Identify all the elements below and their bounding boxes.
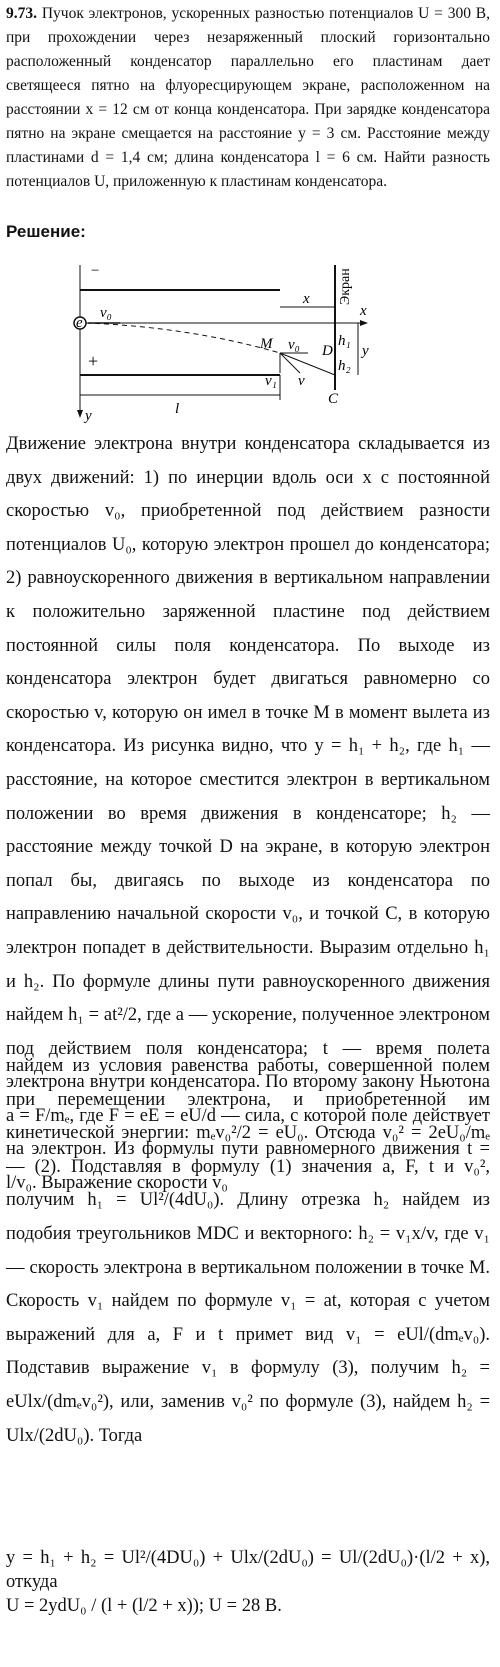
solution-paragraph-1: Движение электрона внутри конденсатора складывается из двух движений: 1) по инерции вдоль оси x с постоянной скоростью v₀, приобретенной под действием разности потенциалов U₀, которую электрон прошел до конденсатора; 2) равноускоренного движения в вертикальном направлении к положительно заряженной пластине под действием постоянной силы поля конденсатора. По выходе из конденсатора электрон будет двигаться равномерно со скоростью v, которую он имел в точке M в момент вылета из конденсатора. Из рисунка видно, что y = h₁ + h₂, где h₁ — расстояние, на которое сместится электрон в вертикальном положении во время движения в конденсаторе; h₂ — расстояние между точкой D на экране, в которую электрон попал бы, двигаясь по выходе из конденсатора по направлению начальной скорости v₀, и точкой C, в которую электрон попадет в действительности. Выразим отдельно h₁ и h₂. По формуле длины пути равноускоренного движения найдем h₁ = at²/2, где a — ускорение, полученное электроном под действием поля конденсатора; t — время полета электрона внутри конденсатора. По второму закону Ньютона a = F/mₑ, где F = eE = eU/d — сила, с которой поле действует на электрон. Из формулы пути равномерного движения t = l/v₀. Выражение скорости v₀ (6, 434, 490, 1194)
solution-title: Решение: (6, 222, 86, 241)
x-dimension-label: x (303, 291, 310, 307)
h2-label: h₂ (338, 358, 351, 374)
electron-label: e (76, 315, 83, 331)
capacitor-figure (60, 245, 380, 425)
x-axis-label: x (360, 303, 367, 319)
point-m: M (260, 336, 273, 352)
problem-statement (6, 2, 490, 194)
x-axis-arrow (360, 320, 368, 326)
v-arrow (280, 353, 300, 373)
y-dimension-label: y (362, 343, 369, 359)
plus-sign: + (88, 351, 99, 371)
v-label: v (298, 373, 305, 389)
problem-number: 9.73. (6, 5, 37, 22)
formula-final-sum: y = h₁ + h₂ = Ul²/(4DU₀) + Ulx/(2dU₀) = Ul/(2dU₀)·(l/2 + x), откуда (6, 1548, 490, 1592)
trajectory (86, 323, 280, 353)
formula-answer: U = 2ydU₀ / (l + (l/2 + x)); U = 28 В. (6, 1596, 282, 1616)
v0-at-m-label: v₀ (288, 337, 300, 353)
point-c: C (328, 391, 339, 407)
l-dimension-label: l (175, 401, 180, 417)
v1-label: v₁ (265, 373, 277, 389)
screen-label: Экран (338, 268, 353, 305)
minus-sign: − (90, 263, 101, 279)
solution-paragraph-2: найдем из условия равенства работы, совершенной полем при перемещении электрона, и приобретенной им кинетической энергии: mₑv₀²/2 = eU₀. Отсюда v₀² = 2eU₀/mₑ — (2). Подставляя в формулу (1) значения a, F, t и v₀², получим h₁ = Ul²/(4dU₀). Длину отрезка h₂ найдем из подобия треугольников MDC и векторного: h₂ = v₁x/v, где v₁ — скорость электрона в вертикальном положении в точке M. Скорость v₁ найдем по формуле v₁ = at, которая с учетом выражений для a, F и t примет вид v₁ = eUl/(dmₑv₀). Подставив выражение v₁ в формулу (3), получим h₂ = eUlx/(dmₑv₀²), или, заменив v₀² по формуле (3), найдем h₂ = Ulx/(2dU₀). Тогда (6, 1056, 490, 1446)
y-axis-label: y (85, 408, 92, 424)
v0-label: v₀ (100, 305, 112, 321)
problem-text: Пучок электронов, ускоренных разностью потенциалов U = 300 В, при прохождении через незаряженный плоский горизонтально расположенный конденсатор параллельно его пластинам дает светящееся пятно на флуоресцирующем экране, расположенном на расстоянии x = 12 см от конца конденсатора. При зарядке конденсатора пятно на экране смещается на расстояние y = 3 см. Расстояние между пластинами d = 1,4 см; длина конденсатора l = 6 см. Найти разность потенциалов U, приложенную к пластинам конденсатора. (6, 5, 491, 190)
point-d: D (322, 343, 333, 359)
h1-label: h₁ (338, 333, 351, 349)
y-axis-arrow (77, 410, 83, 418)
